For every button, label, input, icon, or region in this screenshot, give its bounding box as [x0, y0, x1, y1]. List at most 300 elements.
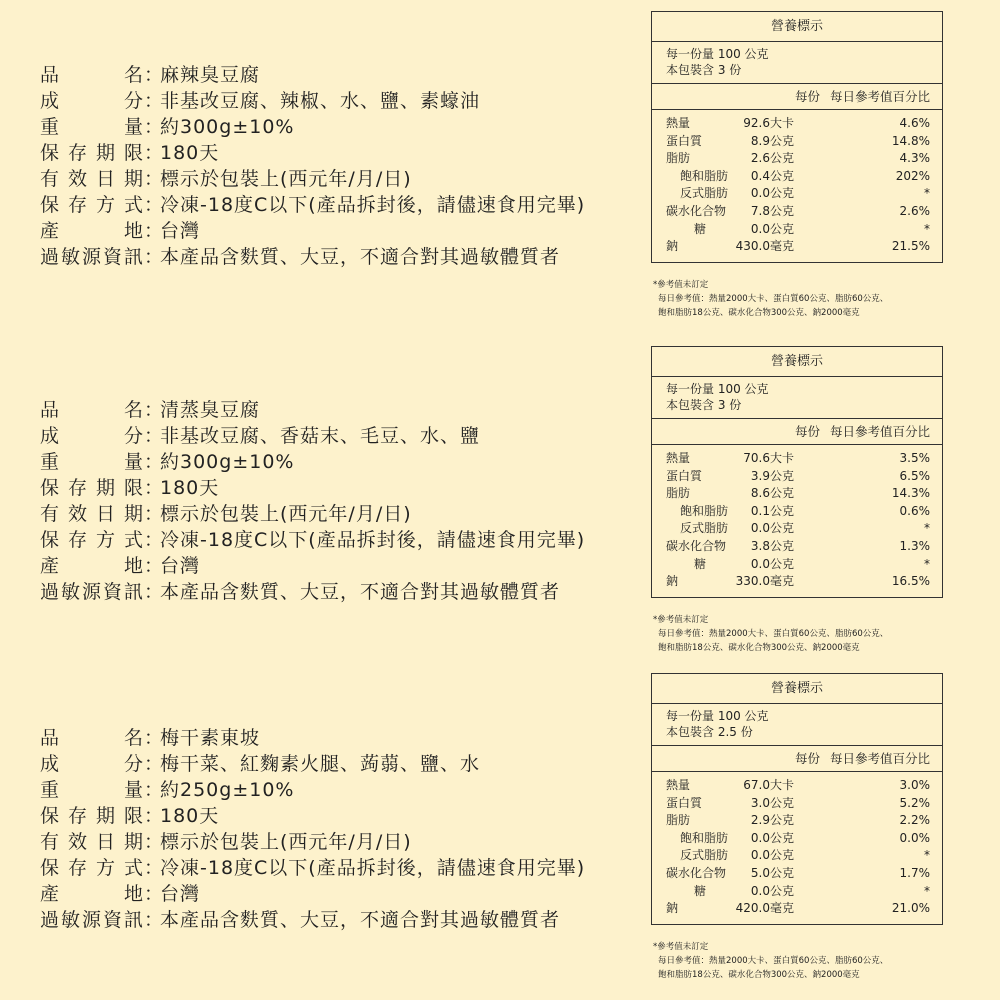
nutrient-percent: 2.2%	[899, 813, 930, 828]
nutrient-percent: 16.5%	[891, 574, 930, 589]
info-colon: ：	[144, 168, 165, 190]
info-value-ingredients: 非基改豆腐、辣椒、水、鹽、素蠔油	[160, 90, 481, 112]
nutrient-percent: 5.2%	[899, 795, 930, 810]
nutrient-name: 反式脂肪	[680, 521, 729, 536]
label-char: 保	[40, 142, 61, 164]
nutrient-value: 420.0毫克	[735, 901, 794, 916]
info-colon: ：	[144, 194, 165, 216]
info-colon: ：	[144, 246, 165, 268]
nutrient-value: 2.6公克	[750, 151, 794, 166]
nutrient-name: 碳水化合物	[666, 203, 727, 218]
label-char: 分	[123, 425, 144, 447]
info-label	[40, 881, 144, 907]
label-char: 重	[40, 116, 61, 138]
product-info	[40, 397, 585, 605]
info-label	[40, 579, 144, 605]
info-value-storage: 冷凍-18度C以下(產品拆封後，請儘速食用完畢)	[160, 529, 586, 551]
nutrition-panel	[651, 346, 943, 598]
info-row-ingredients	[40, 423, 585, 449]
label-char: 資	[102, 581, 123, 603]
info-colon: ：	[144, 883, 165, 905]
info-row-storage	[40, 855, 585, 881]
label-char: 訊	[123, 909, 144, 931]
note-line: 飽和脂肪18公克、碳水化合物300公克、鈉2000毫克	[658, 643, 860, 653]
label-char: 產	[40, 220, 61, 242]
label-char: 限	[123, 142, 144, 164]
nutrient-name: 糖	[694, 883, 707, 898]
note-line: *參考值未訂定	[653, 280, 709, 290]
nutrient-percent: *	[924, 221, 930, 236]
nutrient-name: 鈉	[666, 239, 679, 254]
label-char: 保	[40, 857, 61, 879]
info-label	[40, 777, 144, 803]
nutrient-percent: 6.5%	[899, 468, 930, 483]
nutrient-row	[652, 468, 942, 486]
label-char: 期	[95, 805, 116, 827]
label-char: 敏	[60, 909, 81, 931]
info-value-ingredients: 梅干菜、紅麴素火腿、蒟蒻、鹽、水	[160, 753, 481, 775]
nutrient-percent: *	[924, 556, 930, 571]
info-colon: ：	[144, 909, 165, 931]
nutrient-name: 脂肪	[666, 813, 691, 828]
label-char: 品	[40, 399, 61, 421]
info-colon: ：	[144, 581, 165, 603]
info-row-name	[40, 725, 585, 751]
nutrient-row	[652, 900, 942, 918]
nutrient-value: 5.0公克	[750, 865, 794, 880]
nutrient-name: 糖	[694, 556, 707, 571]
label-char: 日	[95, 503, 116, 525]
nutrient-value: 0.0公克	[750, 883, 794, 898]
serving-size: 每一份量 100 公克	[666, 709, 769, 723]
nutrient-name: 反式脂肪	[680, 848, 729, 863]
info-value-ingredients: 非基改豆腐、香菇末、毛豆、水、鹽	[160, 425, 481, 447]
info-label	[40, 829, 144, 855]
label-char: 敏	[60, 581, 81, 603]
nutrient-percent: 3.0%	[899, 778, 930, 792]
label-char: 期	[123, 831, 144, 853]
info-value-origin: 台灣	[160, 555, 201, 577]
info-value-weight: 約300g±10%	[160, 116, 295, 138]
label-char: 方	[95, 857, 116, 879]
label-char: 訊	[123, 581, 144, 603]
info-label	[40, 397, 144, 423]
label-char: 式	[123, 529, 144, 551]
info-label	[40, 803, 144, 829]
info-colon: ：	[144, 831, 165, 853]
info-colon: ：	[144, 753, 165, 775]
nutrient-value: 8.6公克	[750, 486, 794, 501]
reference-note	[653, 278, 888, 320]
nutrient-row	[652, 573, 942, 591]
info-row-expiry	[40, 501, 585, 527]
label-char: 存	[67, 857, 88, 879]
nutrient-percent: 1.7%	[899, 865, 930, 880]
label-char: 分	[123, 90, 144, 112]
nutrient-percent: 3.5%	[899, 451, 930, 465]
info-colon: ：	[144, 477, 165, 499]
label-char: 名	[123, 727, 144, 749]
info-value-origin: 台灣	[160, 220, 201, 242]
nutrient-rows	[652, 772, 942, 924]
nutrient-name: 蛋白質	[666, 795, 703, 810]
info-label	[40, 475, 144, 501]
label-char: 名	[123, 399, 144, 421]
info-colon: ：	[144, 555, 165, 577]
label-char: 保	[40, 529, 61, 551]
nutrient-value: 430.0毫克	[735, 239, 794, 254]
serving-info	[652, 704, 942, 746]
info-row-storage	[40, 192, 585, 218]
info-row-weight	[40, 114, 585, 140]
info-label	[40, 62, 144, 88]
nutrient-name: 飽和脂肪	[680, 168, 729, 183]
nutrient-name: 蛋白質	[666, 468, 703, 483]
label-char: 式	[123, 194, 144, 216]
nutrition-panel	[651, 11, 943, 263]
label-char: 成	[40, 425, 61, 447]
note-line: 每日參考值：熱量2000大卡、蛋白質60公克、脂肪60公克、	[658, 294, 889, 304]
info-label	[40, 423, 144, 449]
nutrient-percent: 2.6%	[899, 203, 930, 218]
info-colon: ：	[144, 116, 165, 138]
nutrient-percent: 14.8%	[891, 133, 930, 148]
info-label	[40, 166, 144, 192]
nutrient-row	[652, 812, 942, 830]
info-row-allergen	[40, 907, 585, 933]
info-value-weight: 約300g±10%	[160, 451, 295, 473]
panel-column-header	[652, 84, 942, 110]
panel-title: 營養標示	[652, 347, 942, 377]
nutrient-row	[652, 795, 942, 813]
info-value-origin: 台灣	[160, 883, 201, 905]
label-char: 訊	[123, 246, 144, 268]
info-colon: ：	[144, 529, 165, 551]
label-char: 效	[67, 503, 88, 525]
info-colon: ：	[144, 220, 165, 242]
nutrient-percent: 4.3%	[899, 151, 930, 166]
info-value-allergen: 本產品含麩質、大豆，不適合對其過敏體質者	[160, 909, 561, 931]
info-row-name	[40, 397, 585, 423]
nutrient-percent: 1.3%	[899, 538, 930, 553]
reference-note	[653, 613, 888, 655]
product-info	[40, 725, 585, 933]
nutrient-percent: 21.0%	[891, 901, 930, 916]
nutrient-value: 3.9公克	[750, 468, 794, 483]
nutrient-percent: 14.3%	[891, 486, 930, 501]
label-char: 源	[81, 909, 102, 931]
nutrient-percent: *	[924, 883, 930, 898]
label-char: 存	[67, 142, 88, 164]
nutrient-name: 反式脂肪	[680, 186, 729, 201]
info-value-allergen: 本產品含麩質、大豆，不適合對其過敏體質者	[160, 581, 561, 603]
nutrient-value: 2.9公克	[750, 813, 794, 828]
label-char: 過	[40, 581, 61, 603]
note-line: 飽和脂肪18公克、碳水化合物300公克、鈉2000毫克	[658, 308, 860, 318]
info-value-expiry: 標示於包裝上(西元年/月/日)	[160, 831, 412, 853]
info-label	[40, 907, 144, 933]
info-colon: ：	[144, 142, 165, 164]
nutrient-value: 0.1公克	[750, 503, 794, 518]
nutrient-name: 碳水化合物	[666, 538, 727, 553]
info-value-storage: 冷凍-18度C以下(產品拆封後，請儘速食用完畢)	[160, 194, 586, 216]
label-char: 方	[95, 529, 116, 551]
info-row-origin	[40, 218, 585, 244]
nutrient-value: 330.0毫克	[735, 574, 794, 589]
info-value-name: 清蒸臭豆腐	[160, 399, 261, 421]
note-line: *參考值未訂定	[653, 615, 709, 625]
label-char: 存	[67, 194, 88, 216]
servings-per-package: 本包裝含 3 份	[666, 398, 742, 412]
nutrient-row	[652, 168, 942, 186]
label-char: 效	[67, 831, 88, 853]
info-row-expiry	[40, 829, 585, 855]
nutrient-row	[652, 503, 942, 521]
panel-title: 營養標示	[652, 674, 942, 704]
nutrient-name: 飽和脂肪	[680, 830, 729, 845]
info-label	[40, 114, 144, 140]
info-label	[40, 244, 144, 270]
nutrient-value: 8.9公克	[750, 133, 794, 148]
label-char: 有	[40, 831, 61, 853]
info-row-shelf-life	[40, 140, 585, 166]
info-value-allergen: 本產品含麩質、大豆，不適合對其過敏體質者	[160, 246, 561, 268]
label-char: 有	[40, 168, 61, 190]
label-char: 保	[40, 805, 61, 827]
label-char: 存	[67, 477, 88, 499]
info-label	[40, 501, 144, 527]
label-char: 量	[123, 779, 144, 801]
nutrient-row	[652, 133, 942, 151]
label-char: 名	[123, 64, 144, 86]
label-char: 量	[123, 116, 144, 138]
info-row-storage	[40, 527, 585, 553]
nutrient-percent: 21.5%	[891, 239, 930, 254]
info-label	[40, 553, 144, 579]
label-char: 保	[40, 477, 61, 499]
servings-per-package: 本包裝含 3 份	[666, 63, 742, 77]
nutrient-value: 0.0公克	[750, 186, 794, 201]
nutrient-row	[652, 450, 942, 468]
info-row-ingredients	[40, 751, 585, 777]
nutrient-value: 0.4公克	[750, 168, 794, 183]
label-char: 限	[123, 805, 144, 827]
info-row-shelf-life	[40, 803, 585, 829]
nutrient-value: 3.8公克	[750, 538, 794, 553]
info-value-expiry: 標示於包裝上(西元年/月/日)	[160, 503, 412, 525]
panel-column-header	[652, 746, 942, 772]
label-char: 日	[95, 168, 116, 190]
label-char: 過	[40, 246, 61, 268]
info-row-allergen	[40, 244, 585, 270]
info-value-shelf-life: 180天	[160, 142, 220, 164]
nutrient-percent: *	[924, 521, 930, 536]
serving-info	[652, 42, 942, 84]
label-char: 期	[123, 168, 144, 190]
label-char: 重	[40, 779, 61, 801]
nutrient-name: 脂肪	[666, 486, 691, 501]
info-row-origin	[40, 881, 585, 907]
serving-info	[652, 377, 942, 419]
label-char: 過	[40, 909, 61, 931]
info-value-storage: 冷凍-18度C以下(產品拆封後，請儘速食用完畢)	[160, 857, 586, 879]
info-value-name: 麻辣臭豆腐	[160, 64, 261, 86]
label-char: 地	[123, 555, 144, 577]
nutrient-row	[652, 865, 942, 883]
info-colon: ：	[144, 64, 165, 86]
label-char: 敏	[60, 246, 81, 268]
label-char: 資	[102, 909, 123, 931]
nutrient-row	[652, 777, 942, 795]
info-row-origin	[40, 553, 585, 579]
info-row-ingredients	[40, 88, 585, 114]
label-char: 地	[123, 220, 144, 242]
info-label	[40, 725, 144, 751]
nutrient-rows	[652, 110, 942, 262]
col-daily-percent: 每日參考值百分比	[829, 89, 930, 104]
label-char: 地	[123, 883, 144, 905]
nutrient-row	[652, 556, 942, 574]
nutrient-row	[652, 203, 942, 221]
info-colon: ：	[144, 779, 165, 801]
info-colon: ：	[144, 451, 165, 473]
nutrient-percent: 4.6%	[899, 116, 930, 130]
info-row-weight	[40, 777, 585, 803]
info-row-weight	[40, 449, 585, 475]
info-row-allergen	[40, 579, 585, 605]
info-value-shelf-life: 180天	[160, 805, 220, 827]
nutrient-name: 熱量	[666, 451, 691, 465]
label-char: 成	[40, 753, 61, 775]
info-colon: ：	[144, 399, 165, 421]
product-info	[40, 62, 585, 270]
serving-size: 每一份量 100 公克	[666, 382, 769, 396]
note-line: 每日參考值：熱量2000大卡、蛋白質60公克、脂肪60公克、	[658, 956, 889, 966]
nutrient-value: 7.8公克	[750, 203, 794, 218]
col-per-serving: 每份	[794, 424, 820, 439]
label-char: 效	[67, 168, 88, 190]
col-per-serving: 每份	[794, 751, 820, 766]
label-char: 量	[123, 451, 144, 473]
info-value-weight: 約250g±10%	[160, 779, 295, 801]
label-char: 產	[40, 883, 61, 905]
info-row-expiry	[40, 166, 585, 192]
label-char: 產	[40, 555, 61, 577]
nutrient-value: 0.0公克	[750, 556, 794, 571]
info-colon: ：	[144, 90, 165, 112]
info-label	[40, 88, 144, 114]
nutrient-row	[652, 185, 942, 203]
nutrient-name: 糖	[694, 221, 707, 236]
label-char: 限	[123, 477, 144, 499]
label-char: 有	[40, 503, 61, 525]
label-char: 資	[102, 246, 123, 268]
serving-size: 每一份量 100 公克	[666, 47, 769, 61]
nutrient-row	[652, 238, 942, 256]
col-daily-percent: 每日參考值百分比	[829, 751, 930, 766]
nutrient-row	[652, 538, 942, 556]
nutrient-value: 70.6大卡	[743, 451, 794, 465]
nutrient-name: 熱量	[666, 778, 691, 792]
nutrient-percent: 0.6%	[899, 503, 930, 518]
note-line: 飽和脂肪18公克、碳水化合物300公克、鈉2000毫克	[658, 970, 860, 980]
info-label	[40, 449, 144, 475]
nutrient-row	[652, 520, 942, 538]
nutrient-value: 0.0公克	[750, 830, 794, 845]
label-char: 源	[81, 246, 102, 268]
label-char: 保	[40, 194, 61, 216]
nutrient-value: 0.0公克	[750, 221, 794, 236]
info-colon: ：	[144, 727, 165, 749]
nutrient-name: 飽和脂肪	[680, 503, 729, 518]
col-per-serving: 每份	[794, 89, 820, 104]
nutrition-panel	[651, 673, 943, 925]
nutrient-name: 鈉	[666, 574, 679, 589]
label-char: 重	[40, 451, 61, 473]
label-char: 存	[67, 529, 88, 551]
nutrient-name: 碳水化合物	[666, 865, 727, 880]
info-colon: ：	[144, 425, 165, 447]
info-label	[40, 192, 144, 218]
nutrient-row	[652, 221, 942, 239]
nutrient-value: 3.0公克	[750, 795, 794, 810]
info-value-name: 梅干素東坡	[160, 727, 261, 749]
nutrient-name: 鈉	[666, 901, 679, 916]
info-row-name	[40, 62, 585, 88]
label-char: 分	[123, 753, 144, 775]
nutrient-row	[652, 847, 942, 865]
nutrient-row	[652, 115, 942, 133]
info-colon: ：	[144, 857, 165, 879]
label-char: 期	[95, 477, 116, 499]
nutrient-value: 67.0大卡	[743, 778, 794, 792]
nutrient-percent: 202%	[895, 168, 930, 183]
info-label	[40, 218, 144, 244]
reference-note	[653, 940, 888, 982]
nutrient-name: 蛋白質	[666, 133, 703, 148]
info-value-expiry: 標示於包裝上(西元年/月/日)	[160, 168, 412, 190]
panel-title: 營養標示	[652, 12, 942, 42]
label-char: 源	[81, 581, 102, 603]
label-char: 品	[40, 727, 61, 749]
nutrient-value: 0.0公克	[750, 521, 794, 536]
note-line: *參考值未訂定	[653, 942, 709, 952]
info-colon: ：	[144, 805, 165, 827]
info-label	[40, 140, 144, 166]
nutrient-percent: *	[924, 848, 930, 863]
nutrient-percent: 0.0%	[899, 830, 930, 845]
panel-column-header	[652, 419, 942, 445]
nutrient-name: 脂肪	[666, 151, 691, 166]
note-line: 每日參考值：熱量2000大卡、蛋白質60公克、脂肪60公克、	[658, 629, 889, 639]
label-char: 品	[40, 64, 61, 86]
label-char: 式	[123, 857, 144, 879]
nutrient-row	[652, 883, 942, 901]
servings-per-package: 本包裝含 2.5 份	[666, 725, 753, 739]
nutrient-name: 熱量	[666, 116, 691, 130]
info-row-shelf-life	[40, 475, 585, 501]
label-char: 期	[95, 142, 116, 164]
info-label	[40, 527, 144, 553]
label-char: 成	[40, 90, 61, 112]
nutrient-row	[652, 485, 942, 503]
col-daily-percent: 每日參考值百分比	[829, 424, 930, 439]
info-label	[40, 855, 144, 881]
label-char: 方	[95, 194, 116, 216]
nutrient-value: 0.0公克	[750, 848, 794, 863]
nutrient-percent: *	[924, 186, 930, 201]
nutrient-row	[652, 830, 942, 848]
